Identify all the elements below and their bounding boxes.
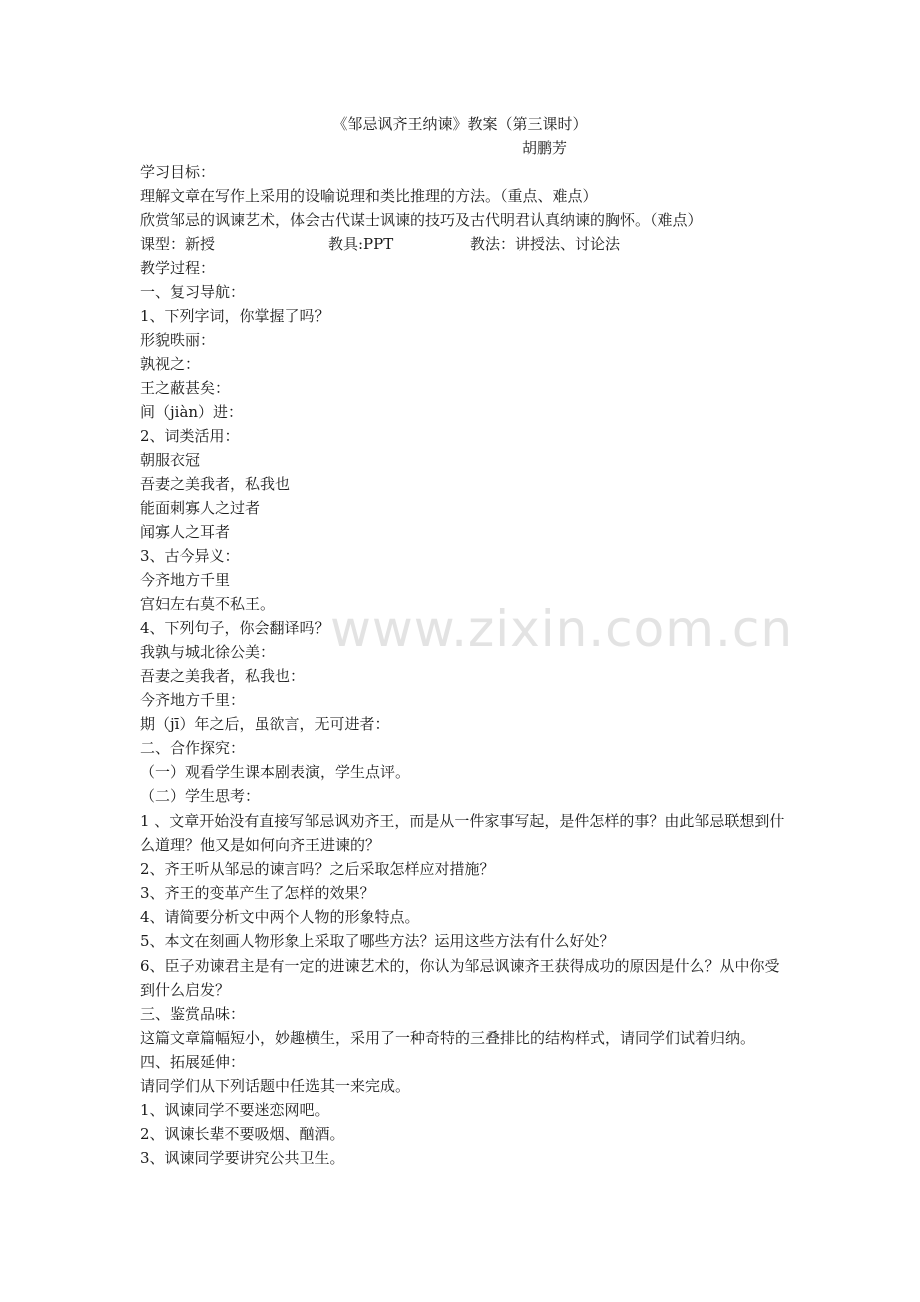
extension-item: 2、讽谏长辈不要吸烟、酗酒。 bbox=[140, 1125, 345, 1143]
review-item: 能面刺寡人之过者 bbox=[140, 499, 261, 517]
extension-item: 1、讽谏同学不要迷恋网吧。 bbox=[140, 1101, 330, 1119]
teaching-method: 教法：讲授法、讨论法 bbox=[470, 235, 621, 253]
objective-item: 欣赏邹忌的讽谏艺术，体会古代谋士讽谏的技巧及古代明君认真纳谏的胸怀。（难点） bbox=[140, 211, 703, 229]
meta-row bbox=[140, 233, 790, 255]
inquiry-subheading: （一）观看学生课本剧表演，学生点评。 bbox=[140, 763, 411, 781]
review-item: 吾妻之美我者，私我也 bbox=[140, 475, 291, 493]
review-heading: 一、复习导航： bbox=[140, 283, 246, 301]
extension-intro: 请同学们从下列话题中任选其一来完成。 bbox=[140, 1077, 411, 1095]
extension-item: 3、讽谏同学要讲究公共卫生。 bbox=[140, 1149, 345, 1167]
inquiry-question: 5、本文在刻画人物形象上采取了哪些方法？运用这些方法有什么好处？ bbox=[140, 932, 615, 950]
inquiry-question: 1 、文章开始没有直接写邹忌讽劝齐王，而是从一件家事写起，是件怎样的事？由此邹忌联想到什么道理？他又是如何向齐王进谏的？ bbox=[140, 812, 785, 854]
author-name: 胡鹏芳 bbox=[522, 139, 568, 157]
review-question: 1、下列字词，你掌握了吗？ bbox=[140, 307, 330, 325]
lesson-type: 课型：新授 bbox=[140, 235, 216, 253]
review-item: 王之蔽甚矣： bbox=[140, 379, 231, 397]
review-item: 孰视之： bbox=[140, 355, 201, 373]
inquiry-question: 4、请简要分析文中两个人物的形象特点。 bbox=[140, 908, 420, 926]
inquiry-heading: 二、合作探究： bbox=[140, 739, 246, 757]
review-item: 我孰与城北徐公美： bbox=[140, 643, 276, 661]
review-item: 间（jiàn）进： bbox=[140, 403, 244, 421]
inquiry-subheading: （二）学生思考： bbox=[140, 787, 261, 805]
review-item: 今齐地方千里： bbox=[140, 691, 246, 709]
review-item: 闻寡人之耳者 bbox=[140, 523, 231, 541]
inquiry-question: 2、齐王听从邹忌的谏言吗？之后采取怎样应对措施？ bbox=[140, 860, 495, 878]
watermark: www.zixin.com.cn bbox=[330, 600, 794, 658]
review-question: 2、词类活用： bbox=[140, 427, 240, 445]
inquiry-question: 3、齐王的变革产生了怎样的效果？ bbox=[140, 884, 375, 902]
review-question: 3、古今异义： bbox=[140, 547, 240, 565]
review-item: 今齐地方千里 bbox=[140, 571, 231, 589]
review-question: 4、下列句子，你会翻译吗？ bbox=[140, 619, 330, 637]
doc-title: 《邹忌讽齐王纳谏》教案（第三课时） bbox=[332, 115, 588, 133]
review-item: 期（jī）年之后，虽欲言，无可进者： bbox=[140, 715, 390, 733]
review-item: 宫妇左右莫不私王。 bbox=[140, 595, 276, 613]
inquiry-question: 6、臣子劝谏君主是有一定的进谏艺术的，你认为邹忌讽谏齐王获得成功的原因是什么？从中你受到什么启发？ bbox=[140, 957, 780, 999]
objectives-heading: 学习目标： bbox=[140, 163, 216, 181]
appreciation-heading: 三、鉴赏品味： bbox=[140, 1005, 246, 1023]
review-item: 吾妻之美我者，私我也： bbox=[140, 667, 306, 685]
extension-heading: 四、拓展延伸： bbox=[140, 1053, 246, 1071]
teaching-tools: 教具:PPT bbox=[328, 235, 394, 253]
review-item: 朝服衣冠 bbox=[140, 451, 201, 469]
process-heading: 教学过程： bbox=[140, 259, 216, 277]
appreciation-text: 这篇文章篇幅短小，妙趣横生，采用了一种奇特的三叠排比的结构样式，请同学们试着归纳。 bbox=[140, 1029, 756, 1047]
review-item: 形貌昳丽： bbox=[140, 331, 216, 349]
objective-item: 理解文章在写作上采用的设喻说理和类比推理的方法。（重点、难点） bbox=[140, 187, 598, 205]
